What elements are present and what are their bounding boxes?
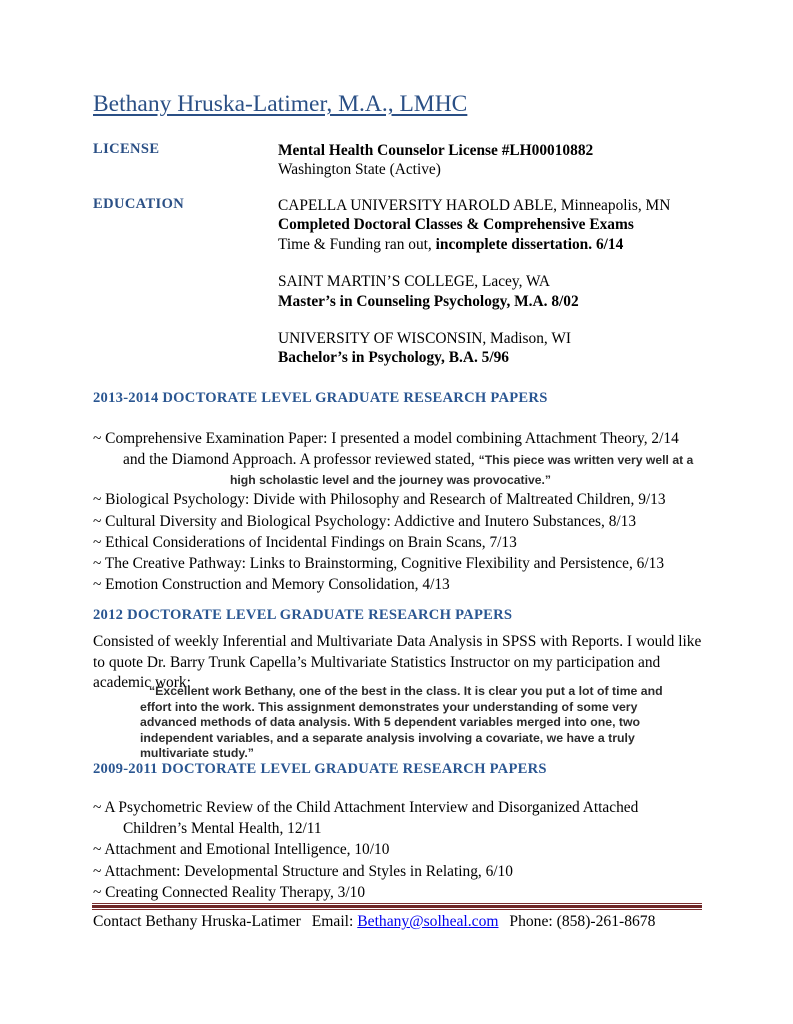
list-item: ~ The Creative Pathway: Links to Brainstorming, Cognitive Flexibility and Persistence, 6/13 [93,555,665,573]
section-heading-2013-2014: 2013-2014 DOCTORATE LEVEL GRADUATE RESEARCH PAPERS [93,390,548,406]
education-school: SAINT MARTIN’S COLLEGE, Lacey, WA [278,273,550,291]
page-title: Bethany Hruska-Latimer, M.A., LMHC [93,91,468,117]
research-list-2013-2014 [93,428,718,595]
list-item [93,797,718,839]
footer-contact [93,913,655,931]
inline-quote-centered: high scholastic level and the journey was provocative.” [229,473,552,488]
education-note-bold: incomplete dissertation. 6/14 [435,235,624,253]
list-item: ~ Attachment and Emotional Intelligence, 10/10 [93,841,390,859]
footer-contact-name: Contact Bethany Hruska-Latimer [93,913,301,930]
inline-quote-part: “This piece was written very well at a [478,453,694,468]
list-item: ~ Ethical Considerations of Incidental Findings on Brain Scans, 7/13 [93,533,517,551]
education-label: EDUCATION [93,196,185,212]
education-note-regular: Time & Funding ran out, [278,235,432,253]
license-line-1: Mental Health Counselor License #LH00010882 [278,142,594,159]
list-item: ~ Emotion Construction and Memory Consolidation, 4/13 [93,576,450,594]
section-heading-2012: 2012 DOCTORATE LEVEL GRADUATE RESEARCH PAPERS [93,607,513,623]
license-content [278,141,713,180]
list-item [93,428,718,489]
list-item-continuation [93,449,718,471]
education-note [278,235,713,254]
footer-divider-fill [92,905,702,908]
education-section [93,196,713,368]
list-item: ~ Creating Connected Reality Therapy, 3/10 [93,883,366,901]
license-line-2: Washington State (Active) [278,161,441,179]
list-item: ~ Cultural Diversity and Biological Psychology: Addictive and Inutero Substances, 8/13 [93,512,637,530]
education-entry [278,196,713,254]
list-item-line: ~ A Psychometric Review of the Child Attachment Interview and Disorganized Attached [93,799,639,816]
education-degree: Completed Doctoral Classes & Comprehensive Exams [278,216,634,234]
email-link[interactable]: Bethany@solheal.com [357,913,499,930]
instructor-quote-2012: “Excellent work Bethany, one of the best in the class. It is clear you put a lot of time and effort into the work. This assignment demonstrates your understanding of some very advanced methods of data analysis. With 5 dependent variables merged into one, two independent variables, and a separate analysis involving a covariate, we have a truly multivariate study.” [140,684,663,761]
list-item: ~ Attachment: Developmental Structure and Styles in Relating, 6/10 [93,862,513,880]
education-school: UNIVERSITY OF WISCONSIN, Madison, WI [278,330,571,348]
list-item-text: and the Diamond Approach. A professor reviewed stated, [123,451,479,469]
list-item-line: ~ Comprehensive Examination Paper: I presented a model combining Attachment Theory, 2/14 [93,430,679,447]
education-content [278,196,713,368]
license-section [93,141,713,180]
education-degree: Bachelor’s in Psychology, B.A. 5/96 [278,349,510,367]
list-item: ~ Biological Psychology: Divide with Philosophy and Research of Maltreated Children, 9/13 [93,491,666,509]
footer-phone-label: Phone: [509,913,553,930]
footer-email-label: Email: [311,913,354,930]
education-degree: Master’s in Counseling Psychology, M.A. 8/02 [278,292,579,310]
section-2012-paragraph: Consisted of weekly Inferential and Multivariate Data Analysis in SPSS with Reports. I would like to quote Dr. Barry Trunk Capella’s Multivariate Statistics Instructor on my participation and academic work: [93,633,702,692]
license-label: LICENSE [93,141,160,157]
section-heading-2009-2011: 2009-2011 DOCTORATE LEVEL GRADUATE RESEARCH PAPERS [93,761,547,777]
list-item-continuation: Children’s Mental Health, 12/11 [123,820,322,838]
education-entry [278,329,713,368]
education-entry [278,272,713,311]
footer-phone-number: (858)-261-8678 [556,913,656,930]
education-school: CAPELLA UNIVERSITY HAROLD ABLE, Minneapolis, MN [278,197,671,214]
research-list-2009-2011 [93,797,718,903]
